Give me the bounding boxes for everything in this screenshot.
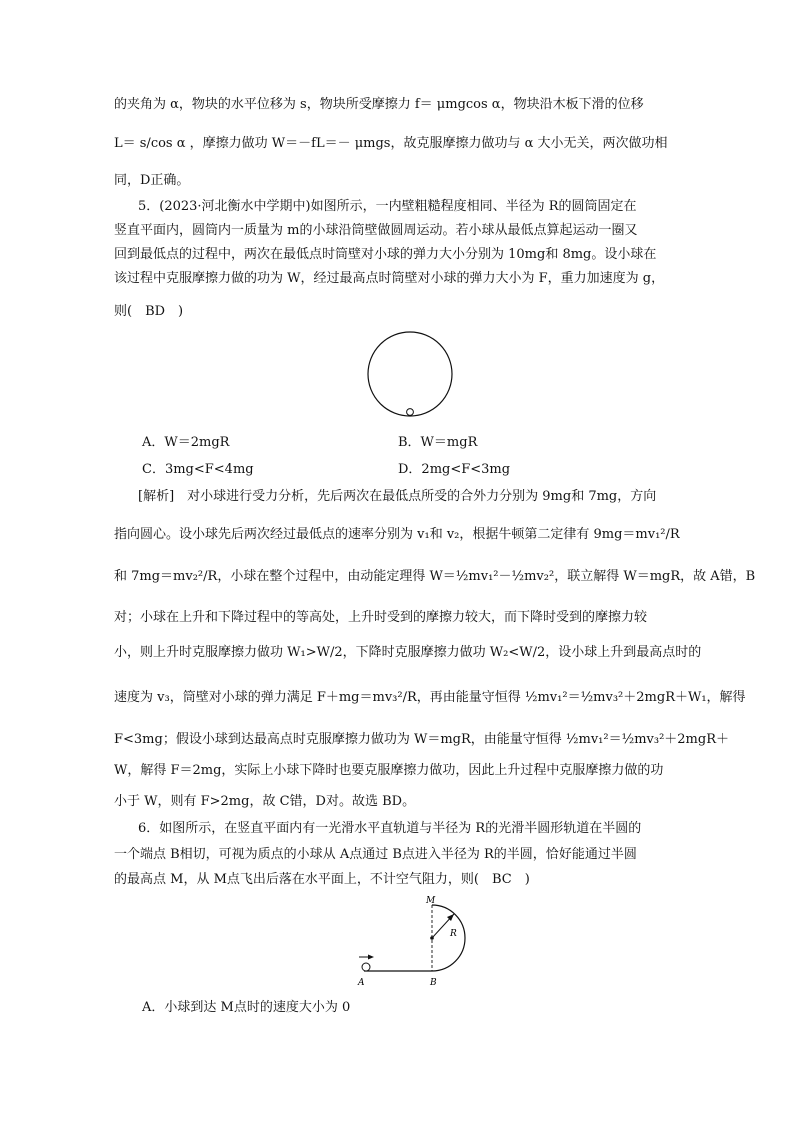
text-line-2: L＝ s/cos α ，摩擦力做功 W＝－fL＝－ μmgs，故克服摩擦力做功与 α 大小无关，两次做功相	[114, 136, 668, 151]
text-line-19: F<3mg；假设小球到达最高点时克服摩擦力做功为 W＝mgR，由能量守恒得 ½mv₁²＝½mv₃²＋2mgR＋	[114, 732, 729, 747]
text-line-13: [解析] 对小球进行受力分析，先后两次在最低点所受的合外力分别为 9mg和 7mg，方向	[138, 489, 657, 504]
text-line-16: 对；小球在上升和下降过程中的等高处，上升时受到的摩擦力较大，而下降时受到的摩擦力较	[114, 610, 648, 625]
text-line-6: 回到最低点的过程中，两次在最低点时筒壁对小球的弹力大小分别为 10mg和 8mg。设小球在	[114, 247, 657, 262]
text-line-4: 5．(2023·河北衡水中学期中)如图所示，一内壁粗糙程度相同、半径为 R的圆筒固定在	[138, 199, 637, 214]
text-line-22: 6．如图所示，在竖直平面内有一光滑水平直轨道与半径为 R的光滑半圆形轨道在半圆的	[138, 821, 642, 836]
text-line-14: 指向圆心。设小球先后两次经过最低点的速率分别为 v₁和 v₂，根据牛顿第二定律有 9mg＝mv₁²/R	[114, 527, 680, 542]
text-line-21: 小于 W，则有 F>2mg，故 C错，D对。故选 BD。	[114, 794, 416, 809]
option-b: B．W＝mgR	[398, 435, 478, 450]
text-line-15: 和 7mg＝mv₂²/R，小球在整个过程中，由动能定理得 W＝½mv₁²－½mv₂²，联立解得 W＝mgR，故 A错，B	[114, 569, 756, 584]
text-line-1: 的夹角为 α，物块的水平位移为 s，物块所受摩擦力 f＝ μmgcos α，物块沿木板下滑的位移	[114, 97, 644, 112]
label-r: R	[450, 929, 457, 939]
text-line-5: 竖直平面内，圆筒内一质量为 m的小球沿筒壁做圆周运动。若小球从最低点算起运动一圈又	[114, 223, 638, 238]
option-d: D．2mg<F<3mg	[398, 462, 511, 477]
text-line-3: 同，D正确。	[114, 173, 190, 188]
text-line-23: 一个端点 B相切，可视为质点的小球从 A点通过 B点进入半径为 R的半圆，恰好能通过半圆	[114, 847, 637, 862]
option-a: A．W＝2mgR	[142, 435, 230, 450]
figure-track	[350, 893, 490, 991]
text-line-17: 小，则上升时克服摩擦力做功 W₁>W/2，下降时克服摩擦力做功 W₂<W/2，设小球上升到最高点时的	[114, 645, 702, 660]
option-c: C．3mg<F<4mg	[142, 462, 254, 477]
label-a: A	[358, 978, 365, 988]
text-line-8: 则( BD )	[114, 304, 184, 319]
text-line-25: A．小球到达 M点时的速度大小为 0	[142, 1000, 351, 1015]
label-b: B	[430, 978, 437, 988]
figure-circle	[360, 326, 460, 422]
label-m: M	[426, 896, 436, 906]
text-line-20: W，解得 F＝2mg，实际上小球下降时也要克服摩擦力做功，因此上升过程中克服摩擦力做的功	[114, 763, 664, 778]
text-line-18: 速度为 v₃，筒壁对小球的弹力满足 F＋mg＝mv₃²/R，再由能量守恒得 ½mv₁²＝½mv₃²＋2mgR＋W₁，解得	[114, 690, 746, 705]
text-line-24: 的最高点 M，从 M点飞出后落在水平面上，不计空气阻力，则( BC )	[114, 872, 530, 887]
text-line-7: 该过程中克服摩擦力做的功为 W，经过最高点时筒壁对小球的弹力大小为 F，重力加速度为 g，	[114, 271, 665, 286]
